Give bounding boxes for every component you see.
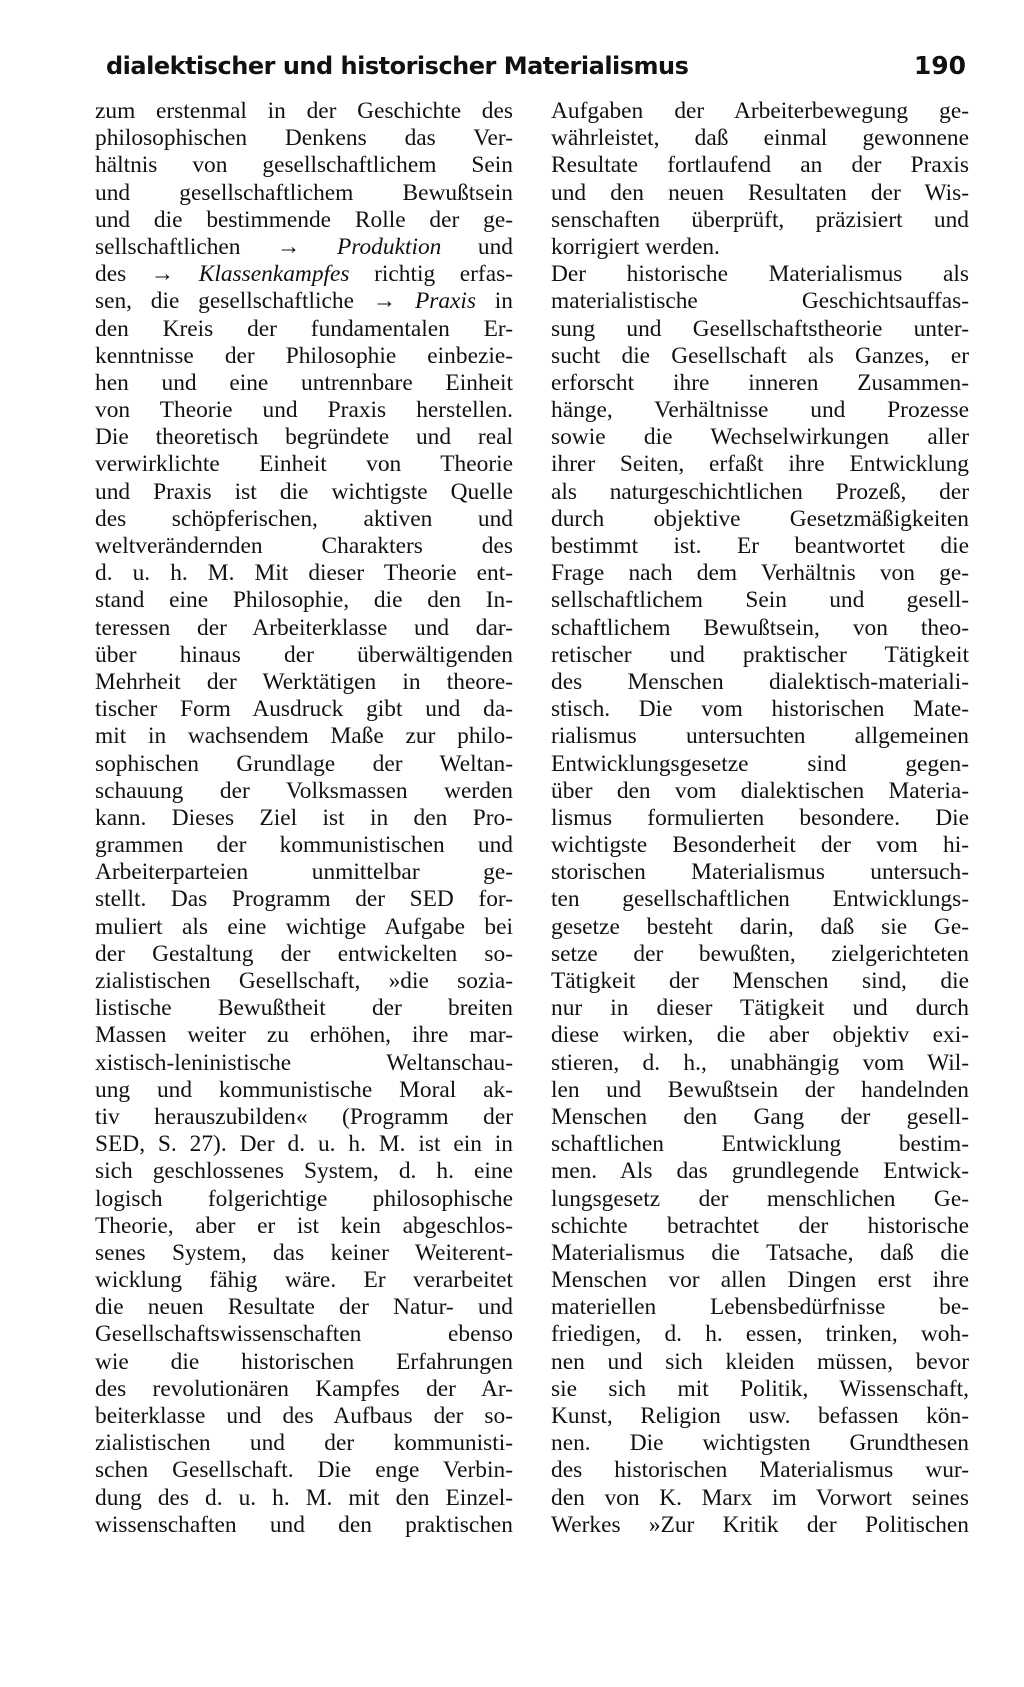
text-line: schauung der Volksmassen werden [95, 777, 513, 804]
text-line: Gesellschaftswissenschaften ebenso [95, 1321, 513, 1348]
text-line: währleistet, daß einmal gewonnene [551, 125, 969, 152]
text-line: des → Klassenkampfes richtig erfas- [95, 261, 513, 288]
text-line: sellschaftlichen → Produktion und [95, 233, 513, 260]
text-line: wie die historischen Erfahrungen [95, 1348, 513, 1375]
right-text-column [551, 98, 969, 1539]
text-line: grammen der kommunistischen und [95, 832, 513, 859]
text-line: retischer und praktischer Tätigkeit [551, 641, 969, 668]
text-line: korrigiert werden. [551, 233, 720, 260]
text-line: Mehrheit der Werktätigen in theore- [95, 668, 513, 695]
text-line: durch objektive Gesetzmäßigkeiten [551, 505, 969, 532]
text-line: setze der bewußten, zielgerichteten [551, 940, 969, 967]
text-line: des revolutionären Kampfes der Ar- [95, 1375, 513, 1402]
text-line: kenntnisse der Philosophie einbezie- [95, 342, 513, 369]
text-line: bestimmt ist. Er beantwortet die [551, 533, 969, 559]
text-line: sowie die Wechselwirkungen aller [551, 424, 969, 451]
text-line: Massen weiter zu erhöhen, ihre mar- [95, 1022, 513, 1049]
text-line: senes System, das keiner Weiterent- [95, 1239, 513, 1266]
running-header [106, 49, 966, 89]
text-line: nur in dieser Tätigkeit und durch [551, 995, 969, 1022]
page-number: 190 [913, 51, 966, 80]
text-line: sucht die Gesellschaft als Ganzes, er [551, 342, 969, 369]
text-line: logisch folgerichtige philosophische [95, 1185, 513, 1212]
text-line: und Praxis ist die wichtigste Quelle [95, 478, 513, 505]
text-line: friedigen, d. h. essen, trinken, woh- [551, 1321, 969, 1348]
text-line: des Menschen dialektisch-materiali- [551, 668, 969, 695]
text-line: Der historische Materialismus als [551, 261, 969, 288]
text-line: lismus formulierten besondere. Die [551, 804, 969, 831]
text-line: Kunst, Religion usw. befassen kön- [551, 1403, 969, 1429]
text-line: tischer Form Ausdruck gibt und da- [95, 696, 513, 723]
text-line: des historischen Materialismus wur- [551, 1457, 969, 1484]
text-line: sung und Gesellschaftstheorie unter- [551, 315, 969, 342]
text-line: materiellen Lebensbedürfnisse be- [551, 1294, 969, 1321]
text-line: tiv herauszubilden« (Programm der [95, 1103, 513, 1130]
text-line: ihrer Seiten, erfaßt ihre Entwicklung [551, 451, 969, 478]
text-line: als naturgeschichtlichen Prozeß, der [551, 478, 969, 505]
text-line: kann. Dieses Ziel ist in den Pro- [95, 804, 513, 831]
text-line: Werkes »Zur Kritik der Politischen [551, 1511, 969, 1538]
text-line: men. Als das grundlegende Entwick- [551, 1158, 969, 1185]
text-line: über den vom dialektischen Materia- [551, 777, 969, 804]
text-line: Entwicklungsgesetze sind gegen- [551, 750, 969, 777]
text-line: materialistische Geschichtsauffas- [551, 288, 969, 315]
text-line: und gesellschaftlichem Bewußtsein [95, 179, 513, 206]
text-line: wichtigste Besonderheit der vom hi- [551, 832, 969, 859]
text-line: den von K. Marx im Vorwort seines [551, 1484, 969, 1511]
text-line: gesetze besteht darin, daß sie Ge- [551, 913, 969, 940]
text-line: d. u. h. M. Mit dieser Theorie ent- [95, 560, 513, 587]
text-line: zum erstenmal in der Geschichte des [95, 98, 513, 124]
text-line: die neuen Resultate der Natur- und [95, 1294, 513, 1321]
text-line: senschaften überprüft, präzisiert und [551, 206, 969, 233]
text-line: Theorie, aber er ist kein abgeschlos- [95, 1212, 513, 1239]
text-line: schichte betrachtet der historische [551, 1212, 969, 1239]
text-line: Die theoretisch begründete und real [95, 424, 513, 451]
text-line: zialistischen Gesellschaft, »die sozia- [95, 968, 513, 994]
text-line: sie sich mit Politik, Wissenschaft, [551, 1375, 969, 1402]
text-line: Tätigkeit der Menschen sind, die [551, 968, 969, 994]
text-line: hen und eine untrennbare Einheit [95, 369, 513, 396]
text-line: stisch. Die vom historischen Mate- [551, 696, 969, 723]
text-line: storischen Materialismus untersuch- [551, 859, 969, 886]
text-line: sen, die gesellschaftliche → Praxis in [95, 288, 513, 315]
text-line: hältnis von gesellschaftlichem Sein [95, 152, 513, 179]
text-line: Frage nach dem Verhältnis von ge- [551, 560, 969, 587]
text-line: weltverändernden Charakters des [95, 533, 513, 559]
text-line: schaftlichem Bewußtsein, von theo- [551, 614, 969, 641]
text-line: Menschen den Gang der gesell- [551, 1103, 969, 1130]
text-line: dung des d. u. h. M. mit den Einzel- [95, 1484, 513, 1511]
text-line: philosophischen Denkens das Ver- [95, 125, 513, 152]
text-line: stellt. Das Programm der SED for- [95, 886, 513, 913]
text-line: Resultate fortlaufend an der Praxis [551, 152, 969, 179]
text-line: und die bestimmende Rolle der ge- [95, 206, 513, 233]
text-line: beiterklasse und des Aufbaus der so- [95, 1403, 513, 1429]
text-line: hänge, Verhältnisse und Prozesse [551, 397, 969, 424]
text-line: stand eine Philosophie, die den In- [95, 587, 513, 614]
text-line: mit in wachsendem Maße zur philo- [95, 723, 513, 750]
text-line: Materialismus die Tatsache, daß die [551, 1239, 969, 1266]
text-line: wicklung fähig wäre. Er verarbeitet [95, 1267, 513, 1294]
text-line: verwirklichte Einheit von Theorie [95, 451, 513, 478]
text-line: Menschen vor allen Dingen erst ihre [551, 1267, 969, 1294]
text-line: zialistischen und der kommunisti- [95, 1430, 513, 1457]
text-line: diese wirken, die aber objektiv exi- [551, 1022, 969, 1049]
text-line: Arbeiterparteien unmittelbar ge- [95, 859, 513, 886]
text-line: über hinaus der überwältigenden [95, 641, 513, 668]
text-line: sich geschlossenes System, d. h. eine [95, 1158, 513, 1185]
text-line: xistisch-leninistische Weltanschau- [95, 1049, 513, 1076]
text-line: lungsgesetz der menschlichen Ge- [551, 1185, 969, 1212]
text-line: schaftlichen Entwicklung bestim- [551, 1131, 969, 1158]
text-line: ung und kommunistische Moral ak- [95, 1076, 513, 1103]
text-line: listische Bewußtheit der breiten [95, 995, 513, 1022]
text-line: nen und sich kleiden müssen, bevor [551, 1348, 969, 1375]
text-line: sophischen Grundlage der Weltan- [95, 750, 513, 777]
running-head-title: dialektischer und historischer Materialismus [106, 52, 689, 80]
text-line: ten gesellschaftlichen Entwicklungs- [551, 886, 969, 913]
text-line: des schöpferischen, aktiven und [95, 505, 513, 532]
text-line: schen Gesellschaft. Die enge Verbin- [95, 1457, 513, 1484]
text-line: rialismus untersuchten allgemeinen [551, 723, 969, 750]
text-line: sellschaftlichem Sein und gesell- [551, 587, 969, 614]
text-line: wissenschaften und den praktischen [95, 1511, 513, 1538]
text-line: teressen der Arbeiterklasse und dar- [95, 614, 513, 641]
text-line: nen. Die wichtigsten Grundthesen [551, 1430, 969, 1457]
text-line: den Kreis der fundamentalen Er- [95, 315, 513, 342]
text-line: und den neuen Resultaten der Wis- [551, 179, 969, 206]
text-line: erforscht ihre inneren Zusammen- [551, 369, 969, 396]
text-line: Aufgaben der Arbeiterbewegung ge- [551, 98, 969, 124]
text-line: von Theorie und Praxis herstellen. [95, 397, 513, 424]
text-line: stieren, d. h., unabhängig vom Wil- [551, 1049, 969, 1076]
text-line: len und Bewußtsein der handelnden [551, 1076, 969, 1103]
text-line: SED, S. 27). Der d. u. h. M. ist ein in [95, 1131, 513, 1158]
text-line: der Gestaltung der entwickelten so- [95, 940, 513, 967]
left-text-column [95, 98, 513, 1539]
text-line: muliert als eine wichtige Aufgabe bei [95, 913, 513, 940]
